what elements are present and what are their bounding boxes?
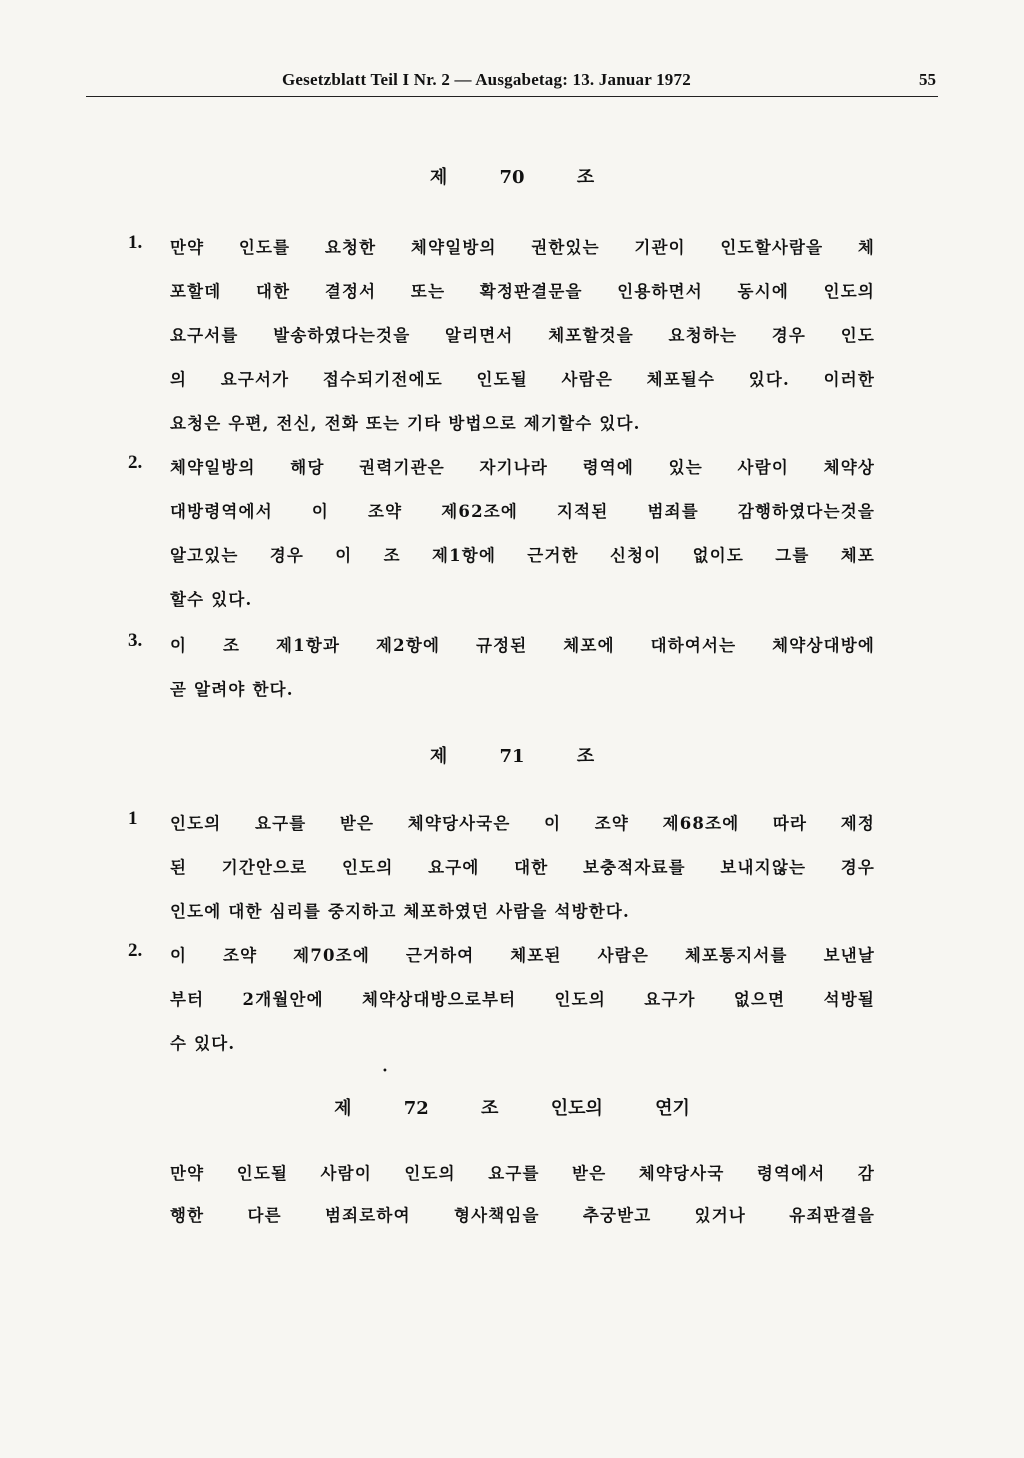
page-header [86,66,938,97]
text-line: 할수 있다. [170,590,253,609]
paragraph-number: 2. [128,940,143,961]
text-line: 체약일방의 해당 권력기관은 자기나라 령역에 있는 사람이 체약상 [170,458,875,477]
text-line: 만약 인도를 요청한 체약일방의 권한있는 기관이 인도할사람을 체 [170,238,875,257]
paragraph-number: 3. [128,630,143,651]
text-line: 부터 2개월안에 체약상대방으로부터 인도의 요구가 없으면 석방될 [170,990,875,1009]
article-71-title: 제 71 조 [429,746,595,767]
text-line: 이 조 제1항과 제2항에 규정된 체포에 대하여서는 체약상대방에 [170,636,875,655]
text-line: 알고있는 경우 이 조 제1항에 근거한 신청이 없이도 그를 체포 [170,546,875,565]
text-line: 요구서를 발송하였다는것을 알리면서 체포할것을 요청하는 경우 인도 [170,326,875,345]
text-line: 행한 다른 범죄로하여 형사책임을 추궁받고 있거나 유죄판결을 [170,1206,875,1225]
text-line: 이 조약 제70조에 근거하여 체포된 사람은 체포통지서를 보낸날 [170,946,875,965]
text-line: 인도에 대한 심리를 중지하고 체포하였던 사람을 석방한다. [170,902,630,921]
text-line: 곧 알려야 한다. [170,680,294,699]
text-line: 요청은 우편, 전신, 전화 또는 기타 방법으로 제기할수 있다. [170,414,641,433]
text-line: 만약 인도될 사람이 인도의 요구를 받은 체약당사국 령역에서 감 [170,1164,875,1183]
text-line: 된 기간안으로 인도의 요구에 대한 보충적자료를 보내지않는 경우 [170,858,875,877]
text-line: 대방령역에서 이 조약 제62조에 지적된 범죄를 감행하였다는것을 [170,502,875,521]
paragraph-number: 1 [128,808,138,829]
scan-speck: • [382,1066,388,1077]
text-line: 인도의 요구를 받은 체약당사국은 이 조약 제68조에 따라 제정 [170,814,875,833]
article-72-title: 제 72 조 인도의 연기 [334,1098,690,1119]
text-line: 수 있다. [170,1034,236,1053]
header-title: Gesetzblatt Teil I Nr. 2 — Ausgabetag: 13. Januar 1972 [282,70,691,89]
article-70-title: 제 70 조 [429,167,595,188]
page-number: 55 [919,70,936,89]
paragraph-number: 1. [128,232,143,253]
text-line: 의 요구서가 접수되기전에도 인도될 사람은 체포될수 있다. 이러한 [170,370,875,389]
paragraph-number: 2. [128,452,143,473]
text-line: 포할데 대한 결정서 또는 확정판결문을 인용하면서 동시에 인도의 [170,282,875,301]
